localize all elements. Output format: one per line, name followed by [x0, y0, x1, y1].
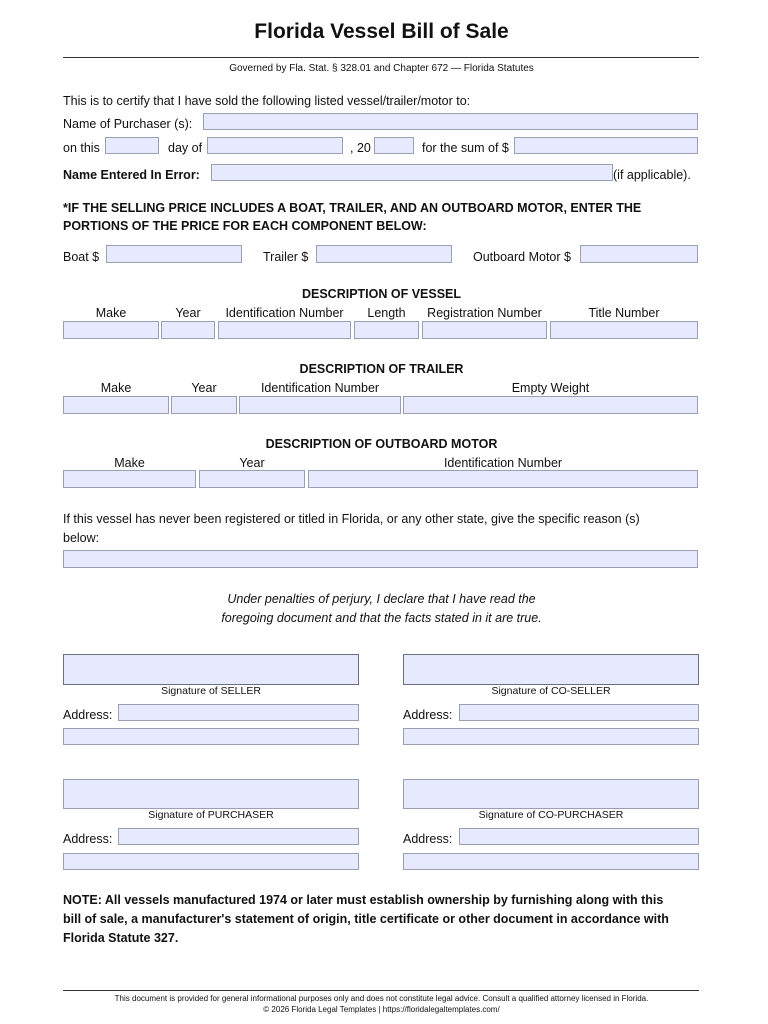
trailer-col-year: Year — [191, 381, 217, 395]
page-title: Florida Vessel Bill of Sale — [254, 20, 509, 43]
component-instruction-1: *IF THE SELLING PRICE INCLUDES A BOAT, TRAILER, AND AN OUTBOARD MOTOR, ENTER THE — [63, 201, 642, 215]
co-purchaser-signature-caption: Signature of CO-PURCHASER — [478, 809, 624, 821]
sum-label: for the sum of $ — [422, 141, 509, 155]
motor-id-field[interactable] — [308, 470, 698, 488]
motor-col-id: Identification Number — [443, 456, 563, 470]
name-error-field[interactable] — [211, 164, 613, 181]
if-applicable-label: (if applicable). — [613, 168, 691, 182]
seller-address-label: Address: — [63, 708, 113, 722]
co-seller-address-label: Address: — [403, 708, 453, 722]
statute-subtitle: Governed by Fla. Stat. § 328.01 and Chapter 672 — Florida Statutes — [229, 63, 534, 74]
vessel-id-field[interactable] — [218, 321, 351, 339]
co-seller-address-field-2[interactable] — [403, 728, 699, 745]
title-rule — [63, 57, 699, 58]
motor-col-year: Year — [239, 456, 265, 470]
trailer-price-label: Trailer $ — [263, 250, 309, 264]
name-error-label: Name Entered In Error: — [63, 168, 200, 182]
on-this-label: on this — [63, 141, 100, 155]
co-purchaser-address-field-1[interactable] — [459, 828, 699, 845]
motor-price-field[interactable] — [580, 245, 698, 263]
boat-price-label: Boat $ — [63, 250, 100, 264]
seller-address-field-2[interactable] — [63, 728, 359, 745]
purchaser-address-field-1[interactable] — [118, 828, 359, 845]
vessel-col-id: Identification Number — [225, 306, 344, 320]
boat-price-field[interactable] — [106, 245, 242, 263]
vessel-col-make: Make — [95, 306, 127, 320]
vessel-registration-field[interactable] — [422, 321, 547, 339]
co-purchaser-signature-field[interactable] — [403, 779, 699, 809]
motor-heading: DESCRIPTION OF OUTBOARD MOTOR — [265, 437, 498, 451]
purchaser-address-field-2[interactable] — [63, 853, 359, 870]
trailer-weight-field[interactable] — [403, 396, 698, 414]
seller-signature-field[interactable] — [63, 654, 359, 685]
seller-address-field-1[interactable] — [118, 704, 359, 721]
note-line-3: Florida Statute 327. — [63, 931, 179, 945]
co-seller-signature-field[interactable] — [403, 654, 699, 685]
vessel-col-registration: Registration Number — [427, 306, 542, 320]
trailer-col-id: Identification Number — [260, 381, 380, 395]
motor-price-label: Outboard Motor $ — [473, 250, 571, 264]
vessel-make-field[interactable] — [63, 321, 159, 339]
vessel-year-field[interactable] — [161, 321, 215, 339]
co-purchaser-address-field-2[interactable] — [403, 853, 699, 870]
note-line-1: NOTE: All vessels manufactured 1974 or later must establish ownership by furnishing along with this — [63, 893, 664, 907]
perjury-statement-2: foregoing document and that the facts stated in it are true. — [221, 611, 542, 625]
purchaser-name-label: Name of Purchaser (s): — [63, 117, 193, 131]
trailer-id-field[interactable] — [239, 396, 401, 414]
trailer-year-field[interactable] — [171, 396, 237, 414]
perjury-statement-1: Under penalties of perjury, I declare that I have read the — [227, 592, 536, 606]
vessel-length-field[interactable] — [354, 321, 419, 339]
year-field[interactable] — [374, 137, 414, 154]
reason-text-1: If this vessel has never been registered or titled in Florida, or any other state, give the specific reason (s) — [63, 512, 640, 526]
footer-disclaimer: This document is provided for general informational purposes only and does not constitute legal advice. Consult a qualified attorney licensed in Florida. — [114, 994, 649, 1003]
purchaser-signature-field[interactable] — [63, 779, 359, 809]
footer-copyright: © 2026 Florida Legal Templates | https://floridalegaltemplates.com/ — [263, 1005, 500, 1014]
vessel-col-year: Year — [175, 306, 201, 320]
reason-field[interactable] — [63, 550, 698, 568]
day-of-label: day of — [168, 141, 203, 155]
vessel-heading: DESCRIPTION OF VESSEL — [301, 287, 462, 301]
month-field[interactable] — [207, 137, 343, 154]
co-seller-signature-caption: Signature of CO-SELLER — [491, 685, 611, 697]
motor-make-field[interactable] — [63, 470, 196, 488]
vessel-col-title: Title Number — [588, 306, 660, 320]
sale-price-field[interactable] — [514, 137, 698, 154]
certify-intro: This is to certify that I have sold the following listed vessel/trailer/motor to: — [63, 94, 471, 108]
trailer-heading: DESCRIPTION OF TRAILER — [299, 362, 464, 376]
vessel-title-field[interactable] — [550, 321, 698, 339]
trailer-price-field[interactable] — [316, 245, 452, 263]
trailer-make-field[interactable] — [63, 396, 169, 414]
day-field[interactable] — [105, 137, 159, 154]
seller-signature-caption: Signature of SELLER — [161, 685, 261, 697]
trailer-col-weight: Empty Weight — [511, 381, 590, 395]
motor-col-make: Make — [114, 456, 145, 470]
co-purchaser-address-label: Address: — [403, 832, 453, 846]
trailer-col-make: Make — [100, 381, 132, 395]
footer-rule — [63, 990, 699, 991]
motor-year-field[interactable] — [199, 470, 305, 488]
vessel-col-length: Length — [367, 306, 406, 320]
component-instruction-2: PORTIONS OF THE PRICE FOR EACH COMPONENT BELOW: — [63, 219, 427, 233]
note-line-2: bill of sale, a manufacturer's statement of origin, title certificate or other document in accordance with — [63, 912, 669, 926]
co-seller-address-field-1[interactable] — [459, 704, 699, 721]
purchaser-name-field[interactable] — [203, 113, 698, 130]
reason-text-2: below: — [63, 531, 100, 545]
year-prefix-label: , 20 — [350, 141, 371, 155]
purchaser-signature-caption: Signature of PURCHASER — [148, 809, 274, 821]
purchaser-address-label: Address: — [63, 832, 113, 846]
